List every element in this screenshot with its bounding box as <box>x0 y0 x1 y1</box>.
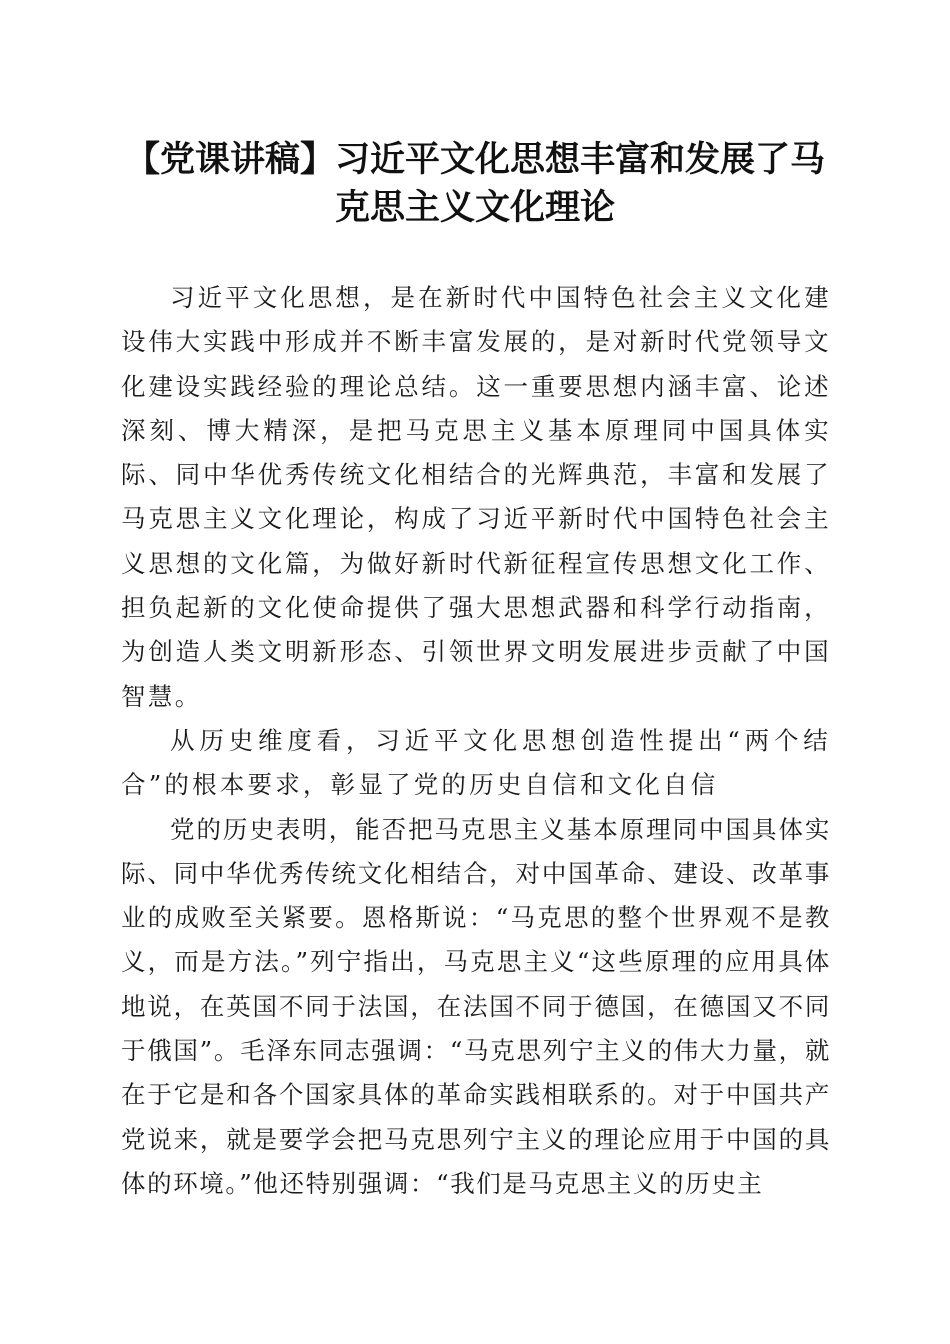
title-line-1: 【党课讲稿】习近平文化思想丰富和发展了马 <box>124 139 825 180</box>
document-body <box>121 276 831 1206</box>
document-title <box>110 136 840 232</box>
title-line-2: 克思主义文化理论 <box>334 187 615 228</box>
paragraph-section-heading: 从历史维度看，习近平文化思想创造性提出“两个结合”的根本要求，彰显了党的历史自信和文化自信 <box>121 725 831 800</box>
paragraph-intro: 习近平文化思想，是在新时代中国特色社会主义文化建设伟大实践中形成并不断丰富发展的，是对新时代党领导文化建设实践经验的理论总结。这一重要思想内涵丰富、论述深刻、博大精深，是把马克思主义基本原理同中国具体实际、同中华优秀传统文化相结合的光辉典范，丰富和发展了马克思主义文化理论，构成了习近平新时代中国特色社会主义思想的文化篇，为做好新时代新征程宣传思想文化工作、担负起新的文化使命提供了强大思想武器和科学行动指南，为创造人类文明新形态、引领世界文明发展进步贡献了中国智慧。 <box>121 283 831 711</box>
paragraph-history: 党的历史表明，能否把马克思主义基本原理同中国具体实际、同中华优秀传统文化相结合，对中国革命、建设、改革事业的成败至关紧要。恩格斯说：“马克思的整个世界观不是教义，而是方法。”列宁指出，马克思主义“这些原理的应用具体地说，在英国不同于法国，在法国不同于德国，在德国又不同于俄国”。毛泽东同志强调：“马克思列宁主义的伟大力量，就在于它是和各个国家具体的革命实践相联系的。对于中国共产党说来，就是要学会把马克思列宁主义的理论应用于中国的具体的环境。”他还特别强调：“我们是马克思主义的历史主 <box>121 814 831 1198</box>
